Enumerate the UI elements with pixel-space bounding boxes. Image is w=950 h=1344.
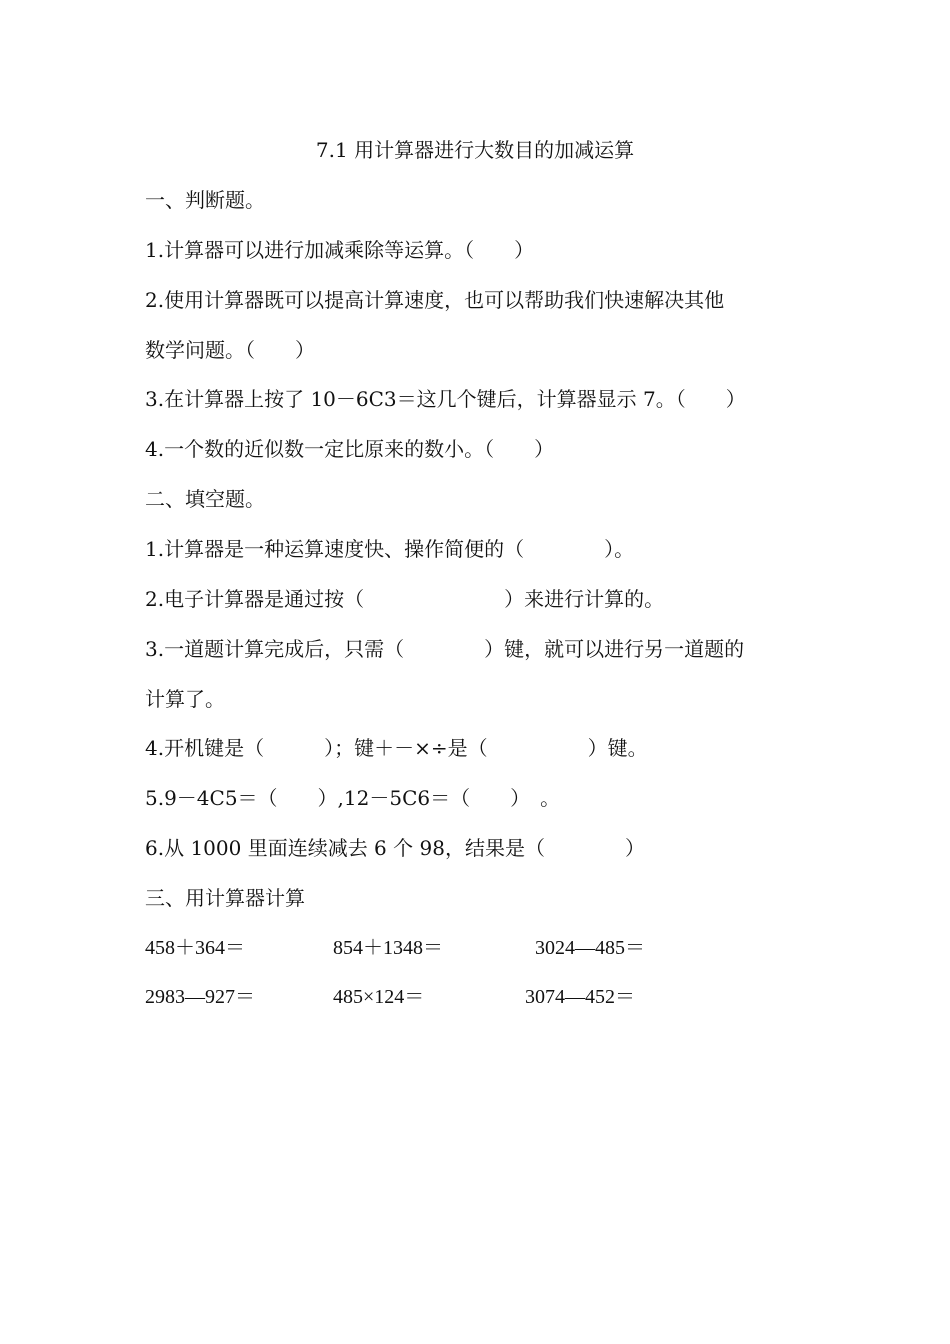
- fill-question-4: 4.开机键是（ ）；键＋－×÷是（ ）键。: [145, 736, 648, 760]
- section2-heading: 二、填空题。: [145, 487, 265, 511]
- section3-heading: 三、用计算器计算: [145, 886, 305, 910]
- judge-question-2-line2: 数学问题。（ ）: [145, 338, 315, 362]
- judge-question-4: 4.一个数的近似数一定比原来的数小。（ ）: [145, 437, 555, 461]
- judge-question-3: 3.在计算器上按了 10－6C3＝这几个键后，计算器显示 7。（ ）: [145, 387, 746, 411]
- calc-item: 458＋364＝: [145, 937, 245, 959]
- calc-item: 854＋1348＝: [333, 937, 443, 959]
- section1-heading: 一、判断题。: [145, 188, 265, 212]
- calc-item: 485×124＝: [333, 986, 425, 1008]
- judge-question-2-line1: 2.使用计算器既可以提高计算速度，也可以帮助我们快速解决其他: [145, 288, 725, 312]
- page-title: 7.1 用计算器进行大数目的加减运算: [315, 138, 635, 162]
- fill-question-3-line2: 计算了。: [145, 687, 225, 711]
- fill-question-3-line1: 3.一道题计算完成后，只需（ ）键，就可以进行另一道题的: [145, 637, 745, 661]
- fill-question-2: 2.电子计算器是通过按（ ）来进行计算的。: [145, 587, 665, 611]
- judge-question-1: 1.计算器可以进行加减乘除等运算。（ ）: [145, 238, 535, 262]
- calc-item: 3074—452＝: [525, 986, 635, 1008]
- fill-question-1: 1.计算器是一种运算速度快、操作简便的（ ）。: [145, 537, 635, 561]
- fill-question-5: 5.9－4C5＝（ ）,12－5C6＝（ ） 。: [145, 786, 561, 810]
- calc-item: 3024—485＝: [535, 937, 645, 959]
- fill-question-6: 6.从 1000 里面连续减去 6 个 98，结果是（ ）: [145, 836, 645, 860]
- calc-item: 2983—927＝: [145, 986, 255, 1008]
